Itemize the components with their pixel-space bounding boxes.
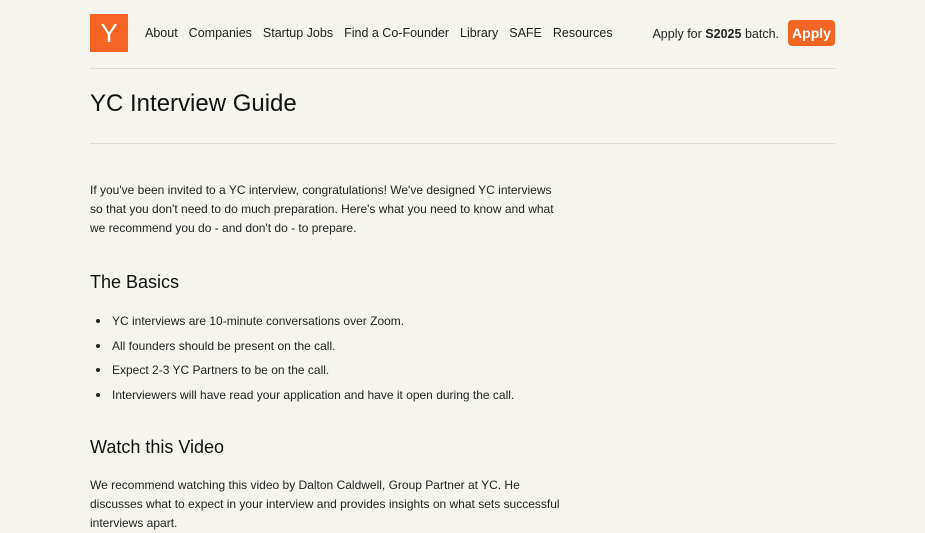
video-paragraph: We recommend watching this video by Dalton Caldwell, Group Partner at YC. He discusses what to expect in your interview and provides insights on what sets successful interviews apart. xyxy=(90,478,560,530)
nav-about[interactable]: About xyxy=(145,26,178,40)
bullet-icon xyxy=(96,319,100,323)
nav-companies[interactable]: Companies xyxy=(188,26,252,40)
main-nav xyxy=(145,14,613,52)
site-header xyxy=(90,14,835,69)
page-title: YC Interview Guide xyxy=(90,90,297,117)
list-item xyxy=(90,387,514,412)
yc-logo[interactable]: Y xyxy=(90,14,128,52)
bullet-icon xyxy=(96,368,100,372)
nav-safe[interactable]: SAFE xyxy=(509,26,542,40)
bullet-icon xyxy=(96,393,100,397)
list-item-text: Interviewers will have read your application and have it open during the call. xyxy=(112,387,515,402)
basics-heading: The Basics xyxy=(90,272,180,292)
apply-batch-text xyxy=(652,14,779,54)
apply-prefix: Apply for xyxy=(652,27,702,41)
list-item-text: All founders should be present on the call. xyxy=(112,338,336,353)
list-item-text: YC interviews are 10-minute conversations over Zoom. xyxy=(112,314,405,328)
list-item xyxy=(90,313,514,338)
list-item-text: Expect 2-3 YC Partners to be on the call. xyxy=(112,363,330,377)
basics-list xyxy=(90,313,514,411)
nav-startup-jobs[interactable]: Startup Jobs xyxy=(262,26,334,40)
nav-resources[interactable]: Resources xyxy=(552,26,613,40)
list-item xyxy=(90,338,514,363)
apply-batch: S2025 xyxy=(705,27,742,41)
list-item xyxy=(90,362,514,387)
title-divider xyxy=(90,143,835,144)
nav-library[interactable]: Library xyxy=(460,26,499,40)
nav-find-cofounder[interactable]: Find a Co-Founder xyxy=(344,26,450,40)
apply-suffix: batch. xyxy=(744,27,779,41)
bullet-icon xyxy=(96,344,100,348)
video-heading: Watch this Video xyxy=(90,437,225,457)
apply-button[interactable]: Apply xyxy=(788,20,835,46)
intro-paragraph: If you've been invited to a YC interview, congratulations! We've designed YC interviews so that you don't need to do much preparation. Here's what you need to know and what we recommend you do - and don't do - to prepare. xyxy=(90,183,554,235)
